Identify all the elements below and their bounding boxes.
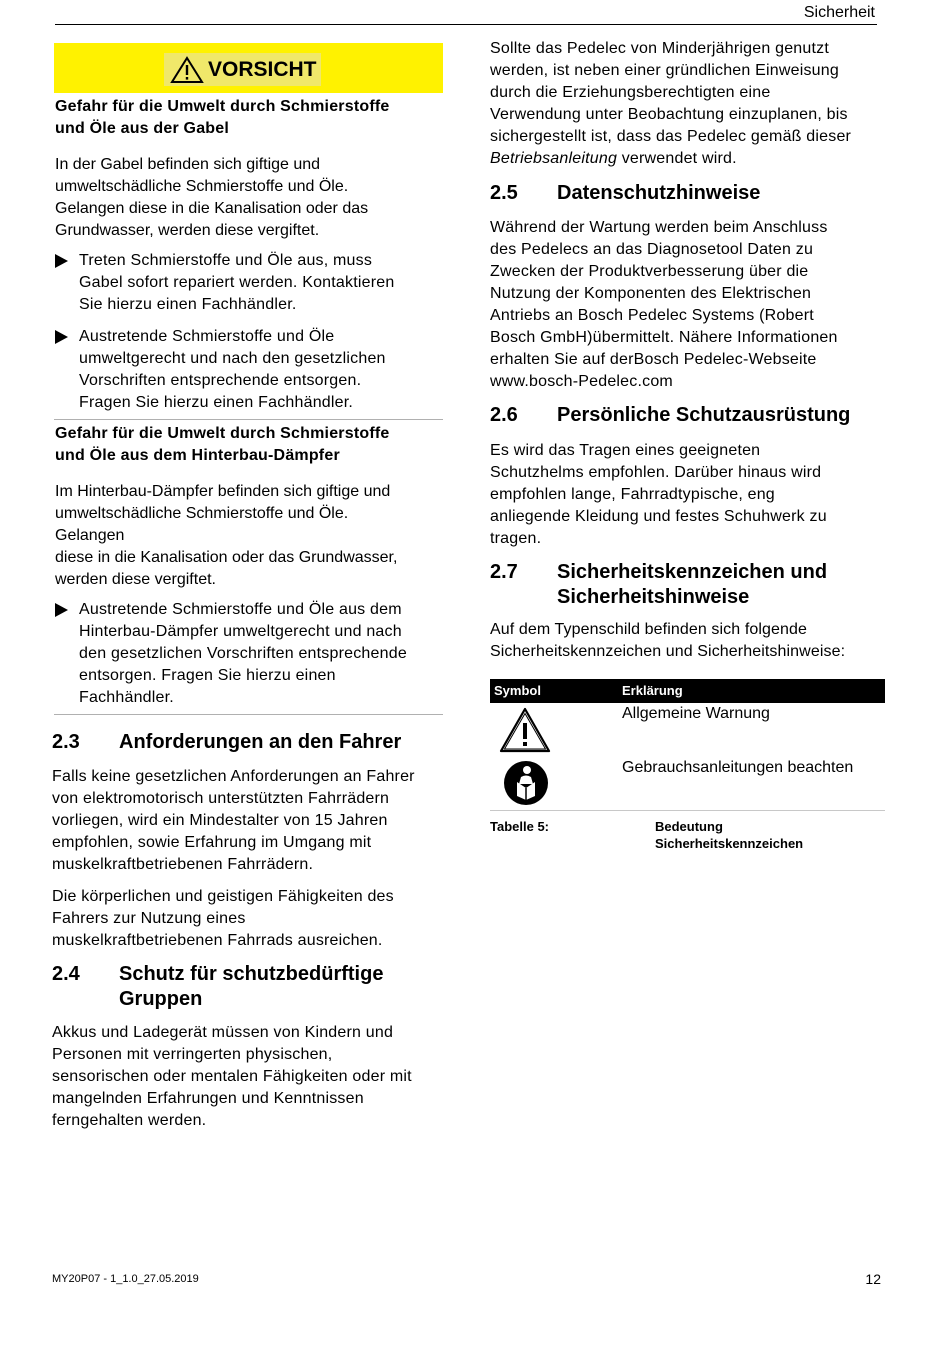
page-number: 12 bbox=[865, 1271, 881, 1287]
section-2-6-paragraph bbox=[490, 440, 827, 550]
text-line: empfohlen, sowie Erfahrung im Umgang mit bbox=[52, 834, 372, 851]
text-line: mangelnden Erfahrungen und Kenntnissen bbox=[52, 1090, 364, 1107]
text-line: werden, ist neben einer gründlichen Einweisung bbox=[490, 62, 839, 79]
arrow-bullet-icon bbox=[55, 254, 68, 268]
text-line: Bosch GmbH)übermittelt. Nähere Informationen bbox=[490, 329, 838, 346]
text-line: Nutzung der Komponenten des Elektrischen bbox=[490, 285, 812, 302]
hazard1-bullet-1 bbox=[55, 250, 394, 316]
section-title-line: Sicherheitshinweise bbox=[557, 586, 750, 608]
text-line: tragen. bbox=[490, 530, 542, 547]
text-line: werden diese vergiftet. bbox=[55, 571, 216, 588]
header-rule bbox=[55, 24, 877, 25]
text-line: Personen mit verringerten physischen, bbox=[52, 1046, 333, 1063]
text-line: umweltgerecht und nach den gesetzlichen bbox=[79, 350, 386, 367]
text-line: Antriebs an Bosch Pedelec Systems (Robert bbox=[490, 307, 814, 324]
text-line: Zwecken der Produktverbesserung über die bbox=[490, 263, 809, 280]
italic-text: Betriebsanleitung bbox=[490, 150, 618, 167]
caption-line: Bedeutung bbox=[655, 819, 723, 834]
text: verwendet wird. bbox=[617, 150, 737, 167]
divider bbox=[54, 419, 443, 420]
text-line: sensorischen oder mentalen Fähigkeiten oder mit bbox=[52, 1068, 412, 1085]
text-line: muskelkraftbetriebenen Fahrrads ausreichen. bbox=[52, 932, 383, 949]
section-number: 2.7 bbox=[490, 561, 518, 583]
hazard2-bullet-1 bbox=[55, 599, 407, 709]
warning-title: VORSICHT bbox=[208, 57, 317, 81]
text-line: Die körperlichen und geistigen Fähigkeiten des bbox=[52, 888, 394, 905]
text-line: vorliegen, wird ein Mindestalter von 15 Jahren bbox=[52, 812, 388, 829]
table-col-symbol: Symbol bbox=[494, 683, 541, 698]
text-line: Während der Wartung werden beim Anschluss bbox=[490, 219, 828, 236]
section-2-7-heading bbox=[490, 560, 827, 610]
table-bottom-rule bbox=[490, 810, 885, 811]
text-line: Austretende Schmierstoffe und Öle aus dem bbox=[79, 601, 402, 618]
text-line: anliegende Kleidung und festes Schuhwerk zu bbox=[490, 508, 827, 525]
text-line: Gelangen diese in die Kanalisation oder das bbox=[55, 200, 369, 217]
section-title-line: Gruppen bbox=[119, 988, 203, 1010]
text-line: Fragen Sie hierzu einen Fachhändler. bbox=[79, 394, 354, 411]
text-line: Gabel sofort repariert werden. Kontaktieren bbox=[79, 274, 395, 291]
section-title-line: Schutz für schutzbedürftige bbox=[119, 963, 384, 985]
page-header-title: Sicherheit bbox=[803, 4, 875, 21]
text-line: sichergestellt ist, dass das Pedelec gemäß dieser bbox=[490, 128, 852, 145]
table-caption-label: Tabelle 5: bbox=[490, 819, 550, 834]
warning-triangle-icon bbox=[170, 56, 204, 84]
text-line: Fahrers zur Nutzung eines bbox=[52, 910, 246, 927]
text-line: ferngehalten werden. bbox=[52, 1112, 207, 1129]
text-line: entsorgen. Fragen Sie hierzu einen bbox=[79, 667, 336, 684]
text-line: erhalten Sie auf derBosch Pedelec-Webseite bbox=[490, 351, 817, 368]
text-line: umweltschädliche Schmierstoffe und Öle. bbox=[55, 178, 349, 195]
warning-triangle-icon bbox=[498, 706, 552, 754]
text-line: Falls keine gesetzlichen Anforderungen an Fahrer bbox=[52, 768, 415, 785]
table-header bbox=[490, 679, 885, 703]
hazard1-title-line: Gefahr für die Umwelt durch Schmierstoffe bbox=[55, 98, 390, 115]
section-2-5-paragraph bbox=[490, 217, 838, 393]
table-row bbox=[503, 760, 549, 811]
text-line: Fachhändler. bbox=[79, 689, 174, 706]
text-line: Auf dem Typenschild befinden sich folgende bbox=[490, 621, 808, 638]
hazard2-text bbox=[55, 481, 397, 591]
footer-doc-id: MY20P07 - 1_1.0_27.05.2019 bbox=[52, 1273, 199, 1285]
section-title: Anforderungen an den Fahrer bbox=[119, 731, 402, 753]
section-2-3-heading bbox=[52, 730, 401, 755]
hazard2-title bbox=[55, 423, 389, 467]
text-line: Vorschriften entsprechende entsorgen. bbox=[79, 372, 362, 389]
section-title-line: Sicherheitskennzeichen und bbox=[557, 561, 828, 583]
text-line bbox=[490, 148, 851, 170]
table-cell-explanation: Allgemeine Warnung bbox=[622, 705, 770, 722]
text-line: muskelkraftbetriebenen Fahrrädern. bbox=[52, 856, 314, 873]
section-2-4-heading bbox=[52, 962, 383, 1012]
hazard1-title-line: und Öle aus der Gabel bbox=[55, 120, 230, 137]
text-line: Es wird das Tragen eines geeigneten bbox=[490, 442, 761, 459]
text-line: Im Hinterbau-Dämpfer befinden sich giftige und bbox=[55, 483, 391, 500]
text-line: diese in die Kanalisation oder das Grundwasser, bbox=[55, 549, 398, 566]
text-line: durch die Erziehungsberechtigten eine bbox=[490, 84, 771, 101]
read-manual-icon bbox=[503, 760, 549, 806]
warning-label bbox=[164, 53, 321, 86]
table-row bbox=[498, 706, 552, 759]
text-line: den gesetzlichen Vorschriften entsprechende bbox=[79, 645, 407, 662]
text-line: Schutzhelms empfohlen. Darüber hinaus wird bbox=[490, 464, 822, 481]
section-number: 2.4 bbox=[52, 963, 80, 985]
hazard1-bullet-2 bbox=[55, 326, 386, 414]
table-col-explanation: Erklärung bbox=[622, 683, 683, 698]
hazard2-title-line: Gefahr für die Umwelt durch Schmierstoffe bbox=[55, 425, 390, 442]
text-line: Verwendung unter Beobachtung einzuplanen, bis bbox=[490, 106, 848, 123]
divider bbox=[54, 714, 443, 715]
text-line: Sicherheitskennzeichen und Sicherheitshinweise: bbox=[490, 643, 846, 660]
text-line: Grundwasser, werden diese vergiftet. bbox=[55, 222, 320, 239]
section-number: 2.5 bbox=[490, 182, 518, 204]
section-2-7-paragraph bbox=[490, 619, 845, 663]
arrow-bullet-icon bbox=[55, 330, 68, 344]
text-line: umweltschädliche Schmierstoffe und Öle. bbox=[55, 505, 349, 522]
section-2-3-paragraph-2 bbox=[52, 886, 394, 952]
section-number: 2.3 bbox=[52, 731, 80, 753]
text-line: des Pedelecs an das Diagnosetool Daten zu bbox=[490, 241, 814, 258]
warning-banner bbox=[54, 43, 443, 93]
arrow-bullet-icon bbox=[55, 603, 68, 617]
section-number: 2.6 bbox=[490, 404, 518, 426]
table-cell-explanation: Gebrauchsanleitungen beachten bbox=[622, 759, 854, 776]
text-line: Treten Schmierstoffe und Öle aus, muss bbox=[79, 252, 373, 269]
section-2-4-paragraph-1 bbox=[52, 1022, 412, 1132]
text-line: www.bosch-Pedelec.com bbox=[490, 373, 673, 390]
section-2-4-paragraph-2 bbox=[490, 38, 851, 170]
text-line: In der Gabel befinden sich giftige und bbox=[55, 156, 321, 173]
text-line: Sie hierzu einen Fachhändler. bbox=[79, 296, 297, 313]
section-2-5-heading bbox=[490, 181, 760, 206]
text-line: Austretende Schmierstoffe und Öle bbox=[79, 328, 335, 345]
hazard2-title-line: und Öle aus dem Hinterbau-Dämpfer bbox=[55, 447, 340, 464]
section-2-6-heading bbox=[490, 403, 850, 428]
section-2-3-paragraph-1 bbox=[52, 766, 415, 876]
text-line: empfohlen lange, Fahrradtypische, eng bbox=[490, 486, 775, 503]
section-title: Datenschutzhinweise bbox=[557, 182, 761, 204]
text-line: Akkus und Ladegerät müssen von Kindern und bbox=[52, 1024, 394, 1041]
hazard1-title bbox=[55, 96, 389, 140]
caption-line: Sicherheitskennzeichen bbox=[655, 836, 804, 851]
text-line: Hinterbau-Dämpfer umweltgerecht und nach bbox=[79, 623, 402, 640]
table-caption bbox=[655, 818, 803, 852]
section-title: Persönliche Schutzausrüstung bbox=[557, 404, 851, 426]
text-line: von elektromotorisch unterstützten Fahrrädern bbox=[52, 790, 390, 807]
hazard1-text bbox=[55, 154, 368, 242]
text-line: Gelangen bbox=[55, 527, 125, 544]
text-line: Sollte das Pedelec von Minderjährigen genutzt bbox=[490, 40, 829, 57]
